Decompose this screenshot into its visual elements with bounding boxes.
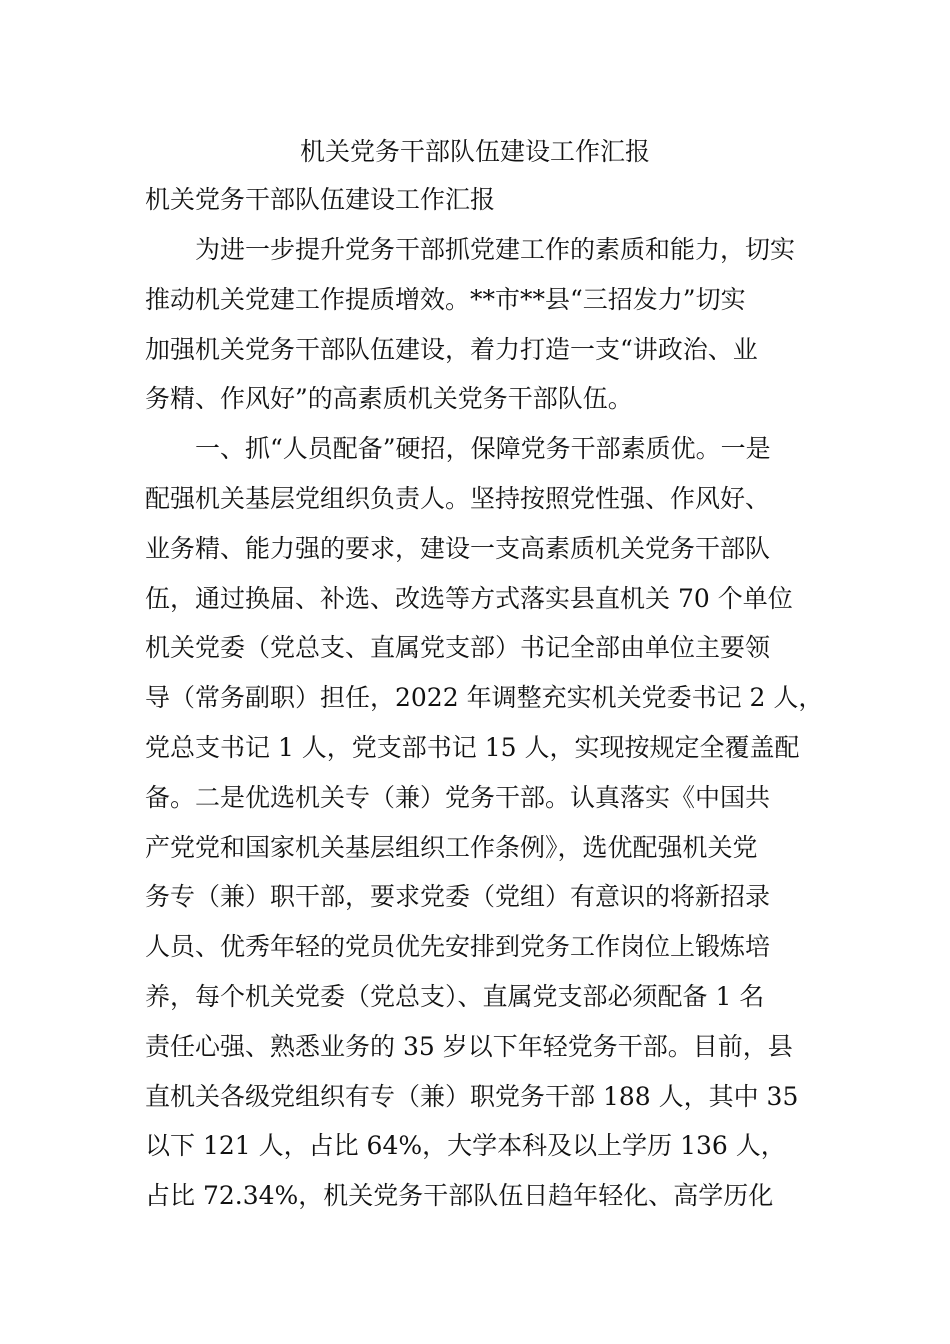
text-line: 配强机关基层党组织负责人。坚持按照党性强、作风好、 (145, 483, 771, 513)
text-line: 务专（兼）职干部，要求党委（党组）有意识的将新招录 (145, 882, 771, 912)
text-line: 备。二是优选机关专（兼）党务干部。认真落实《中国共 (145, 782, 771, 812)
text-line: 加强机关党务干部队伍建设，着力打造一支“讲政治、业 (145, 334, 758, 364)
text-line: 业务精、能力强的要求，建设一支高素质机关党务干部队 (145, 533, 771, 563)
text-line: 机关党委（党总支、直属党支部）书记全部由单位主要领 (145, 633, 771, 663)
text-line: 为进一步提升党务干部抓党建工作的素质和能力，切实 (145, 235, 796, 264)
text-line: 责任心强、熟悉业务的 35 岁以下年轻党务干部。目前，县 (145, 1031, 793, 1061)
text-line: 伍，通过换届、补选、改选等方式落实县直机关 70 个单位 (145, 583, 793, 613)
text-line: 一、抓“人员配备”硬招，保障党务干部素质优。一是 (145, 434, 771, 464)
text-line: 导（常务副职）担任，2022 年调整充实机关党委书记 2 人， (145, 683, 824, 713)
text-line: 务精、作风好”的高素质机关党务干部队伍。 (145, 384, 633, 414)
text-line: 产党党和国家机关基层组织工作条例》，选优配强机关党 (145, 832, 758, 862)
text-line: 直机关各级党组织有专（兼）职党务干部 188 人，其中 35 (145, 1081, 799, 1111)
text-line: 推动机关党建工作提质增效。**市**县“三招发力”切实 (145, 284, 746, 314)
text-line: 人员、优秀年轻的党员优先安排到党务工作岗位上锻炼培 (145, 932, 771, 962)
document-subtitle: 机关党务干部队伍建设工作汇报 (145, 185, 496, 214)
text-line: 党总支书记 1 人，党支部书记 15 人，实现按规定全覆盖配 (145, 732, 800, 762)
document-title: 机关党务干部队伍建设工作汇报 (299, 137, 650, 166)
text-line: 养，每个机关党委（党总支）、直属党支部必须配备 1 名 (145, 981, 765, 1011)
text-line: 占比 72.34%，机关党务干部队伍日趋年轻化、高学历化 (145, 1181, 774, 1211)
document-body (145, 225, 824, 1221)
text-line: 以下 121 人，占比 64%，大学本科及以上学历 136 人， (145, 1131, 786, 1161)
